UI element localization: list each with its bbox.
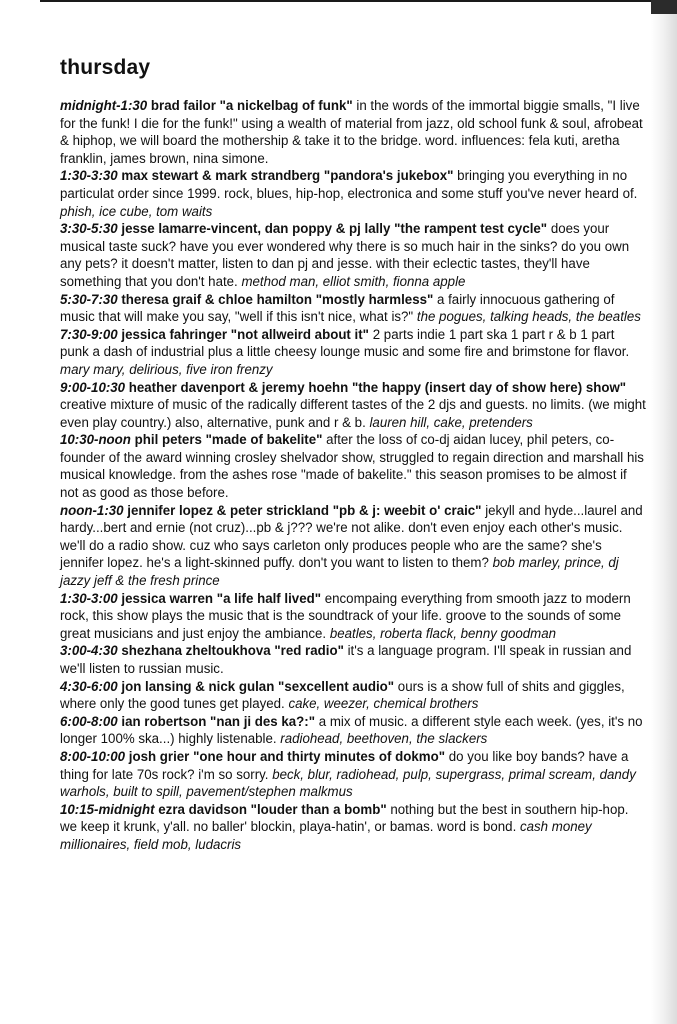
show-title: "one hour and thirty minutes of dokmo" — [193, 748, 446, 764]
show-listing — [60, 97, 646, 854]
show-description: 2 parts indie 1 part ska 1 part r & b 1 part punk a dash of industrial plus a little cheesy lounge music and some fire and brimstone for flavor. — [60, 326, 630, 360]
show-description: it's a language program. I'll speak in russian and we'll listen to russian music. — [60, 643, 632, 676]
show-artists: cake, weezer, chemical brothers — [288, 696, 479, 712]
show-title: "a life half lived" — [216, 590, 322, 606]
day-heading: thursday — [60, 56, 151, 79]
show-hosts: jessica warren — [121, 590, 214, 606]
show-hosts: theresa graif & chloe hamilton — [121, 291, 313, 307]
show-entry — [60, 220, 646, 290]
show-artists: lauren hill, cake, pretenders — [369, 414, 533, 430]
show-entry — [60, 678, 646, 713]
show-hosts: josh grier — [128, 748, 190, 764]
show-hosts: max stewart & mark strandberg — [121, 168, 321, 184]
show-time: 10:15-midnight — [60, 801, 155, 817]
show-entry — [60, 590, 646, 643]
show-artists: beatles, roberta flack, benny goodman — [329, 625, 557, 641]
show-time: 5:30-7:30 — [60, 291, 118, 307]
show-title: "the rampent test cycle" — [394, 221, 548, 237]
show-description: a fairly innocuous gathering of music that will make you say, "well if this isn't nice, what is?" — [60, 291, 615, 325]
show-title: "sexcellent audio" — [278, 678, 395, 694]
show-time: 1:30-3:30 — [60, 168, 118, 184]
show-description: encompaing everything from smooth jazz to modern rock, this show plays the music that is the soundtrack of your life. groove to the sounds of some great musicians and just enjoy the ambiance. — [60, 590, 631, 641]
show-entry — [60, 326, 646, 379]
show-time: 9:00-10:30 — [60, 379, 126, 395]
show-description: jekyll and hyde...laurel and hardy...bert and ernie (not cruz)...pb & j??? we're not alike. don't even enjoy each other's music. we'll do a radio show. cuz who says carleton only produces people who are the same? she's jennifer lopez. he's a light-skinned puffy. don't you want to listen to them? — [60, 502, 643, 571]
show-time: 10:30-noon — [60, 432, 131, 448]
show-artists: beck, blur, radiohead, pulp, supergrass, primal scream, dandy warhols, built to spill, pavement/stephen malkmus — [60, 766, 636, 800]
show-hosts: phil peters — [134, 432, 202, 448]
show-time: 8:00-10:00 — [60, 748, 126, 764]
top-border-line — [40, 0, 677, 2]
show-entry — [60, 291, 646, 326]
show-description: do you like boy bands? have a thing for late 70s rock? i'm so sorry. — [60, 748, 629, 782]
scan-edge-shadow — [651, 0, 677, 1024]
show-hosts: jesse lamarre-vincent, dan poppy & pj lally — [121, 221, 391, 237]
show-description: after the loss of co-dj aidan lucey, phil peters, co-founder of the award winning crosley shelvador show, struggled to regain direction and marshall his musical knowledge. from the ashes rose "made of bakelite." this season promises to be almost if not as good as those before. — [60, 432, 644, 501]
show-description: bringing you everything in no particulat order since 1999. rock, blues, hip-hop, electronica and some stuff you've never heard of. — [60, 168, 638, 201]
show-time: 1:30-3:00 — [60, 590, 118, 606]
show-entry — [60, 801, 646, 854]
show-hosts: heather davenport & jeremy hoehn — [128, 379, 349, 395]
show-artists: mary mary, delirious, five iron frenzy — [60, 361, 273, 377]
show-entry — [60, 431, 646, 501]
show-time: midnight-1:30 — [60, 98, 148, 113]
show-hosts: ian robertson — [121, 713, 207, 729]
show-hosts: brad failor — [150, 98, 216, 113]
show-hosts: jon lansing & nick gulan — [121, 678, 275, 694]
show-time: noon-1:30 — [60, 502, 124, 518]
show-description: ours is a show full of shits and giggles, where only the good tunes get played. — [60, 678, 625, 712]
show-artists: radiohead, beethoven, the slackers — [280, 731, 488, 747]
show-entry — [60, 97, 646, 167]
show-title: "mostly harmless" — [315, 291, 434, 307]
show-hosts: jennifer lopez & peter strickland — [127, 502, 329, 518]
show-hosts: shezhana zheltoukhova — [121, 643, 271, 659]
show-artists: the pogues, talking heads, the beatles — [416, 309, 641, 325]
show-entry — [60, 642, 646, 677]
show-artists: method man, elliot smith, fionna apple — [241, 273, 466, 289]
show-entry — [60, 167, 646, 220]
show-title: "a nickelbag of funk" — [219, 98, 353, 113]
show-title: "louder than a bomb" — [250, 801, 387, 817]
show-title: "made of bakelite" — [205, 432, 323, 448]
show-time: 6:00-8:00 — [60, 713, 118, 729]
show-hosts: ezra davidson — [158, 801, 247, 817]
show-entry — [60, 379, 646, 432]
show-title: "red radio" — [274, 643, 344, 659]
show-description: in the words of the immortal biggie smalls, "I live for the funk! I die for the funk!" using a wealth of material from jazz, old school funk & soul, afrobeat & hiphop, we will board the mothership & take it to the bridge. word. influences: fela kuti, aretha franklin, james brown, nina simone. — [60, 98, 643, 166]
show-time: 3:00-4:30 — [60, 643, 118, 659]
show-description: nothing but the best in southern hip-hop. we keep it krunk, y'all. no baller' blockin, playa-hatin', or bamas. word is bond. — [60, 801, 629, 835]
show-title: "pandora's jukebox" — [323, 168, 454, 184]
show-title: "not allweird about it" — [230, 326, 369, 342]
show-time: 7:30-9:00 — [60, 326, 118, 342]
show-entry — [60, 502, 646, 590]
show-artists: bob marley, prince, dj jazzy jeff & the fresh prince — [60, 555, 619, 589]
scan-corner-mark — [651, 0, 677, 14]
show-description: does your musical taste suck? have you ever wondered why there is so much hair in the sinks? do you own any pets? it doesn't matter, listen to dan pj and jesse. with their eclectic tastes, they'll have something that you don't hate. — [60, 221, 630, 289]
show-hosts: jessica fahringer — [121, 326, 228, 342]
show-title: "pb & j: weebit o' craic" — [332, 502, 482, 518]
show-title: "the happy (insert day of show here) show" — [351, 379, 627, 395]
show-entry — [60, 713, 646, 748]
show-entry — [60, 748, 646, 801]
show-artists: phish, ice cube, tom waits — [60, 203, 213, 219]
show-time: 4:30-6:00 — [60, 678, 118, 694]
show-description: a mix of music. a different style each week. (yes, it's no longer 100% ska...) highly listenable. — [60, 713, 643, 747]
show-artists: cash money millionaires, field mob, ludacris — [60, 819, 592, 852]
show-title: "nan ji des ka?:" — [210, 713, 316, 729]
show-time: 3:30-5:30 — [60, 221, 118, 237]
show-description: creative mixture of music of the radically different tastes of the 2 djs and guests. no limits. (we might even play country.) also, alternative, punk and r & b. — [60, 397, 646, 430]
